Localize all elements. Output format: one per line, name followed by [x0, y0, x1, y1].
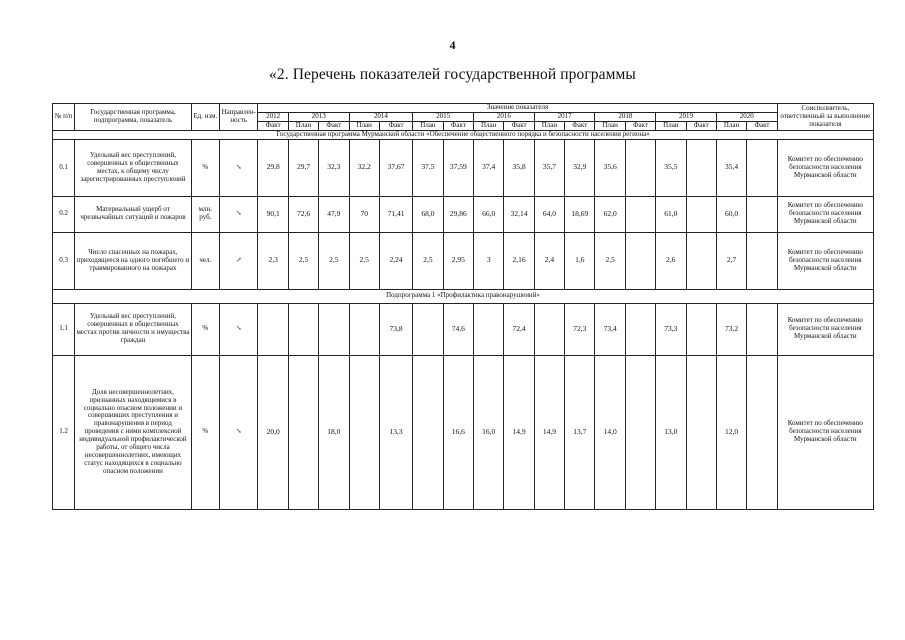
value-cell: 71,41 — [379, 196, 412, 232]
value-cell — [686, 355, 716, 509]
value-cell — [686, 303, 716, 355]
indicator-name: Удельный вес преступлений, совершенных в общественных местах против личности и имущества граждан — [75, 303, 191, 355]
subheader-cell: Факт — [686, 121, 716, 130]
executor-cell: Комитет по обеспечению безопасности населения Мурманской области — [777, 355, 873, 509]
value-cell: 14,9 — [534, 355, 564, 509]
value-cell: 32,14 — [504, 196, 534, 232]
row-number: 1.1 — [53, 303, 75, 355]
value-cell — [625, 303, 655, 355]
executor-cell: Комитет по обеспечению безопасности населения Мурманской области — [777, 303, 873, 355]
executor-cell: Комитет по обеспечению безопасности населения Мурманской области — [777, 232, 873, 289]
value-cell: 2,3 — [258, 232, 288, 289]
value-cell: 18,0 — [319, 355, 349, 509]
value-cell: 37,5 — [413, 139, 443, 196]
value-cell: 14,9 — [504, 355, 534, 509]
value-cell: 2,5 — [349, 232, 379, 289]
value-cell: 35,7 — [534, 139, 564, 196]
value-cell: 13,3 — [379, 355, 412, 509]
value-cell: 2,5 — [288, 232, 318, 289]
subheader-cell: Факт — [258, 121, 288, 130]
value-cell: 66,0 — [474, 196, 504, 232]
value-cell — [625, 232, 655, 289]
year-header: 2013 — [288, 112, 349, 121]
header-program: Государственная программа, подпрограмма, показатель — [75, 104, 191, 131]
direction-arrow: ↘ — [220, 355, 258, 509]
value-cell: 2,24 — [379, 232, 412, 289]
value-cell: 29,7 — [288, 139, 318, 196]
value-cell: 32,2 — [349, 139, 379, 196]
subheader-cell: План — [656, 121, 686, 130]
subheader-cell: Факт — [443, 121, 473, 130]
value-cell: 13,0 — [656, 355, 686, 509]
document-title: «2. Перечень показателей государственной программы — [269, 66, 636, 83]
value-cell: 72,4 — [504, 303, 534, 355]
direction-arrow: ↘ — [220, 196, 258, 232]
value-cell: 37,67 — [379, 139, 412, 196]
row-number: 0.1 — [53, 139, 75, 196]
value-cell: 35,8 — [504, 139, 534, 196]
value-cell: 29,8 — [258, 139, 288, 196]
subheader-cell: План — [716, 121, 746, 130]
value-cell: 16,6 — [443, 355, 473, 509]
value-cell: 73,8 — [379, 303, 412, 355]
subheader-cell: Факт — [625, 121, 655, 130]
header-direction: Направлен-ность — [220, 104, 258, 131]
value-cell: 73,2 — [716, 303, 746, 355]
year-header: 2014 — [349, 112, 413, 121]
value-cell — [747, 355, 777, 509]
value-cell — [474, 303, 504, 355]
value-cell: 72,3 — [565, 303, 595, 355]
value-cell: 13,7 — [565, 355, 595, 509]
year-header: 2019 — [656, 112, 717, 121]
indicator-name: Доля несовершеннолетних, признанных находящимися в социально опасном положении и совершивших преступления и правонарушения в период проведения с ними комплексной индивидуальной профилактической работы, от общего числа несовершеннолетних, имеющих статус находящихся в социально опасном положении — [75, 355, 191, 509]
row-number: 1.2 — [53, 355, 75, 509]
value-cell: 37,59 — [443, 139, 473, 196]
value-cell: 47,9 — [319, 196, 349, 232]
value-cell: 61,0 — [656, 196, 686, 232]
table-row — [53, 303, 874, 355]
value-cell: 2,7 — [716, 232, 746, 289]
value-cell: 2,4 — [534, 232, 564, 289]
subheader-cell: Факт — [504, 121, 534, 130]
year-header: 2020 — [716, 112, 777, 121]
value-cell: 37,4 — [474, 139, 504, 196]
unit-cell: млн. руб. — [191, 196, 219, 232]
value-cell: 2,5 — [595, 232, 625, 289]
header-values: Значение показателя — [258, 104, 777, 113]
value-cell — [747, 139, 777, 196]
indicators-table — [52, 103, 874, 510]
subheader-cell: План — [288, 121, 318, 130]
header-unit: Ед. изм. — [191, 104, 219, 131]
value-cell: 64,0 — [534, 196, 564, 232]
value-cell: 62,0 — [595, 196, 625, 232]
year-header: 2017 — [534, 112, 595, 121]
subheader-cell: План — [595, 121, 625, 130]
value-cell — [258, 303, 288, 355]
subheader-cell: План — [474, 121, 504, 130]
value-cell: 73,4 — [595, 303, 625, 355]
executor-cell: Комитет по обеспечению безопасности населения Мурманской области — [777, 139, 873, 196]
value-cell — [319, 303, 349, 355]
section-program-title: Государственная программа Мурманской области «Обеспечение общественного порядка и безопасности населения региона» — [53, 130, 874, 139]
value-cell: 1,6 — [565, 232, 595, 289]
value-cell: 35,6 — [595, 139, 625, 196]
indicator-name: Материальный ущерб от чрезвычайных ситуаций и пожаров — [75, 196, 191, 232]
value-cell: 35,5 — [656, 139, 686, 196]
value-cell: 18,69 — [565, 196, 595, 232]
value-cell: 2,16 — [504, 232, 534, 289]
value-cell: 90,1 — [258, 196, 288, 232]
value-cell — [288, 303, 318, 355]
value-cell — [349, 303, 379, 355]
value-cell: 2,95 — [443, 232, 473, 289]
value-cell: 2,5 — [413, 232, 443, 289]
year-header: 2016 — [474, 112, 535, 121]
value-cell: 12,0 — [716, 355, 746, 509]
value-cell — [349, 355, 379, 509]
subheader-cell: Факт — [747, 121, 777, 130]
indicator-name: Число спасенных на пожарах, приходящееся на одного погибшего и травмированного на пожарах — [75, 232, 191, 289]
value-cell — [686, 139, 716, 196]
value-cell — [747, 196, 777, 232]
page-number: 4 — [449, 38, 456, 52]
table-row — [53, 355, 874, 509]
value-cell — [747, 232, 777, 289]
year-header: 2018 — [595, 112, 656, 121]
value-cell: 2,5 — [319, 232, 349, 289]
year-header: 2015 — [413, 112, 474, 121]
value-cell — [625, 139, 655, 196]
value-cell: 73,3 — [656, 303, 686, 355]
row-number: 0.3 — [53, 232, 75, 289]
unit-cell: % — [191, 139, 219, 196]
direction-arrow: ↗ — [220, 232, 258, 289]
table-row — [53, 232, 874, 289]
value-cell: 72,6 — [288, 196, 318, 232]
value-cell: 29,86 — [443, 196, 473, 232]
value-cell: 32,3 — [319, 139, 349, 196]
value-cell: 68,0 — [413, 196, 443, 232]
subheader-cell: Факт — [379, 121, 412, 130]
indicator-name: Удельный вес преступлений, совершенных в общественных местах, к общему числу зарегистрированных преступлений — [75, 139, 191, 196]
value-cell: 74,6 — [443, 303, 473, 355]
year-header: 2012 — [258, 112, 288, 121]
value-cell: 35,4 — [716, 139, 746, 196]
header-executor: Соисполнитель, ответственный за выполнение показателя — [777, 104, 873, 131]
value-cell: 32,9 — [565, 139, 595, 196]
value-cell: 20,0 — [258, 355, 288, 509]
table-row — [53, 139, 874, 196]
value-cell — [534, 303, 564, 355]
row-number: 0.2 — [53, 196, 75, 232]
unit-cell: чел. — [191, 232, 219, 289]
value-cell — [625, 355, 655, 509]
subheader-cell: План — [413, 121, 443, 130]
executor-cell: Комитет по обеспечению безопасности населения Мурманской области — [777, 196, 873, 232]
value-cell: 2,6 — [656, 232, 686, 289]
subheader-cell: Факт — [319, 121, 349, 130]
subheader-cell: Факт — [565, 121, 595, 130]
subheader-cell: План — [534, 121, 564, 130]
subheader-cell: План — [349, 121, 379, 130]
unit-cell: % — [191, 303, 219, 355]
value-cell: 3 — [474, 232, 504, 289]
unit-cell: % — [191, 355, 219, 509]
value-cell: 14,0 — [595, 355, 625, 509]
direction-arrow: ↘ — [220, 139, 258, 196]
value-cell: 70 — [349, 196, 379, 232]
section-subprogram-title: Подпрограмма 1 «Профилактика правонарушений» — [53, 289, 874, 303]
value-cell — [288, 355, 318, 509]
value-cell: 60,0 — [716, 196, 746, 232]
table-row — [53, 196, 874, 232]
value-cell — [747, 303, 777, 355]
value-cell — [413, 303, 443, 355]
direction-arrow: ↘ — [220, 303, 258, 355]
value-cell: 16,0 — [474, 355, 504, 509]
value-cell — [413, 355, 443, 509]
value-cell — [686, 232, 716, 289]
value-cell — [686, 196, 716, 232]
value-cell — [625, 196, 655, 232]
header-num: № п/п — [53, 104, 75, 131]
